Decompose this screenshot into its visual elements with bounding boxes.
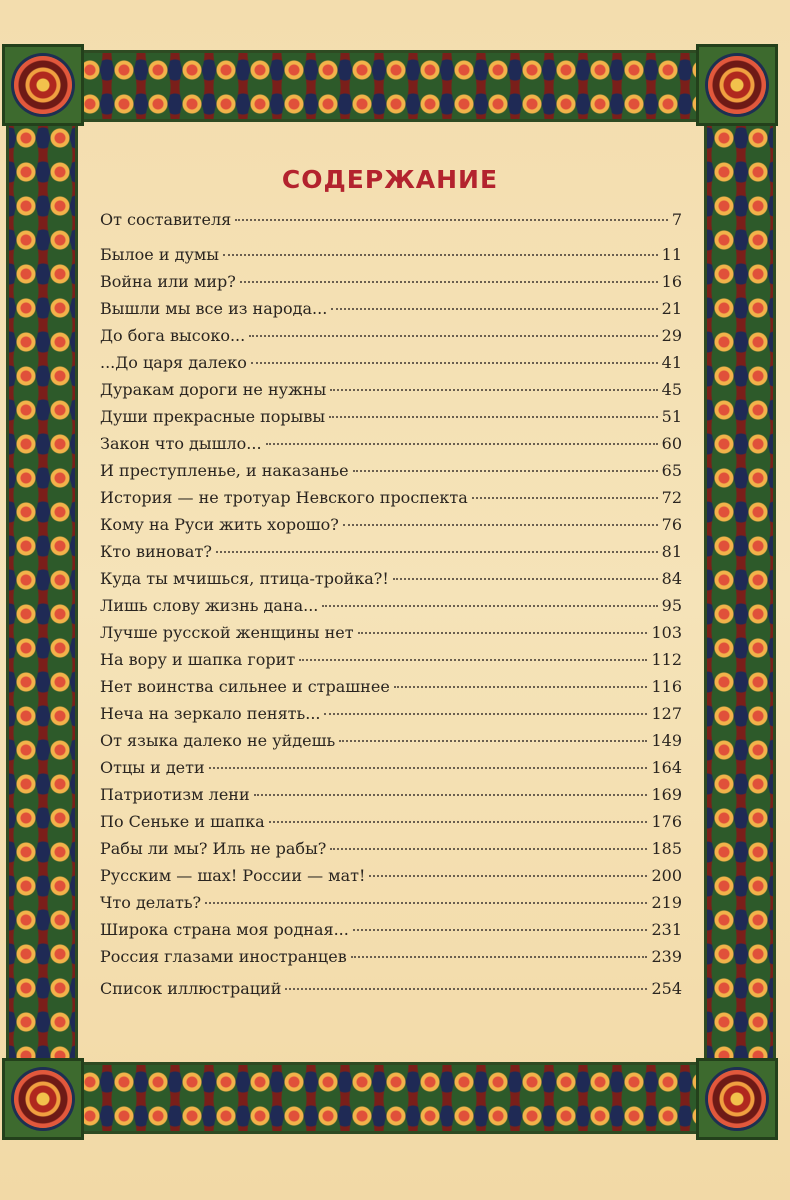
toc-entry[interactable]: [100, 947, 682, 974]
toc-entry-page-number: 60: [661, 434, 682, 453]
toc-entry-title: Россия глазами иностранцев: [100, 947, 347, 966]
corner-rosette-icon: [696, 1058, 778, 1140]
toc-entry-page-number: 16: [661, 272, 682, 291]
ornamental-border-left: [6, 118, 78, 1066]
toc-entry[interactable]: [100, 461, 682, 488]
dot-leader: [353, 929, 648, 931]
toc-entry-title: История — не тротуар Невского проспекта: [100, 488, 468, 507]
toc-entry-page-number: 254: [651, 979, 682, 998]
toc-entry[interactable]: [100, 893, 682, 920]
toc-entry-page-number: 72: [661, 488, 682, 507]
toc-entry-title: Рабы ли мы? Иль не рабы?: [100, 839, 327, 858]
toc-entry-title: Закон что дышло...: [100, 434, 262, 453]
toc-entry[interactable]: [100, 839, 682, 866]
toc-entry-title: Нет воинства сильнее и страшнее: [100, 677, 390, 696]
dot-leader: [299, 659, 647, 661]
dot-leader: [269, 821, 648, 823]
toc-entry[interactable]: [100, 623, 682, 650]
toc-entry-page-number: 65: [661, 461, 682, 480]
toc-entry-page-number: 11: [661, 245, 682, 264]
toc-entry-page-number: 200: [651, 866, 682, 885]
toc-entry-page-number: 127: [651, 704, 682, 723]
toc-entry[interactable]: [100, 677, 682, 704]
toc-entry-title: Вышли мы все из народа...: [100, 299, 328, 318]
toc-entry[interactable]: [100, 542, 682, 569]
toc-entry-page-number: 239: [651, 947, 682, 966]
toc-entry-page-number: 149: [651, 731, 682, 750]
dot-leader: [329, 416, 658, 418]
dot-leader: [223, 254, 658, 256]
toc-entry[interactable]: [100, 569, 682, 596]
toc-entry[interactable]: [100, 380, 682, 407]
dot-leader: [343, 524, 658, 526]
toc-entry[interactable]: [100, 758, 682, 785]
corner-rosette-icon: [696, 44, 778, 126]
dot-leader: [254, 794, 648, 796]
toc-entry-page-number: 51: [661, 407, 682, 426]
toc-entry-title: Список иллюстраций: [100, 979, 282, 998]
toc-entry-title: Русским — шах! России — мат!: [100, 866, 366, 885]
dot-leader: [393, 578, 658, 580]
toc-entry-page-number: 176: [651, 812, 682, 831]
toc-entry[interactable]: [100, 488, 682, 515]
toc-entry-title: Души прекрасные порывы: [100, 407, 326, 426]
toc-entry-page-number: 45: [661, 380, 682, 399]
toc-entry-title: Дуракам дороги не нужны: [100, 380, 327, 399]
dot-leader: [331, 308, 657, 310]
toc-entry-page-number: 21: [661, 299, 682, 318]
toc-entry-page-number: 231: [651, 920, 682, 939]
toc-entry[interactable]: [100, 299, 682, 326]
dot-leader: [472, 497, 658, 499]
ornamental-border-top: [70, 50, 720, 122]
dot-leader: [249, 335, 657, 337]
toc-entry[interactable]: [100, 515, 682, 542]
toc-entry[interactable]: [100, 210, 682, 237]
toc-entry-title: Лучше русской женщины нет: [100, 623, 354, 642]
dot-leader: [330, 389, 657, 391]
toc-entry-title: Куда ты мчишься, птица-тройка?!: [100, 569, 389, 588]
toc-entry-title: Патриотизм лени: [100, 785, 250, 804]
toc-entry-page-number: 185: [651, 839, 682, 858]
toc-entry[interactable]: [100, 650, 682, 677]
toc-entry[interactable]: [100, 245, 682, 272]
page-title: СОДЕРЖАНИЕ: [281, 164, 499, 194]
dot-leader: [353, 470, 658, 472]
toc-entry[interactable]: [100, 434, 682, 461]
toc-entry[interactable]: [100, 326, 682, 353]
toc-entry-title: Лишь слову жизнь дана...: [100, 596, 319, 615]
toc-entry[interactable]: [100, 731, 682, 758]
dot-leader: [266, 443, 658, 445]
dot-leader: [324, 713, 647, 715]
toc-entry-page-number: 164: [651, 758, 682, 777]
toc-entry-page-number: 116: [651, 677, 682, 696]
corner-rosette-icon: [2, 1058, 84, 1140]
toc-entry-title: И преступленье, и наказанье: [100, 461, 349, 480]
toc-entry[interactable]: [100, 272, 682, 299]
toc-entry[interactable]: [100, 812, 682, 839]
ornamental-border-bottom: [70, 1062, 720, 1134]
toc-entry[interactable]: [100, 979, 682, 1006]
dot-leader: [330, 848, 647, 850]
toc-entry-page-number: 95: [661, 596, 682, 615]
toc-entry-title: Отцы и дети: [100, 758, 205, 777]
toc-entry[interactable]: [100, 920, 682, 947]
toc-entry[interactable]: [100, 353, 682, 380]
dot-leader: [369, 875, 647, 877]
toc-entry-page-number: 103: [651, 623, 682, 642]
toc-entry-page-number: 76: [661, 515, 682, 534]
dot-leader: [216, 551, 658, 553]
toc-entry-title: Война или мир?: [100, 272, 236, 291]
toc-entry[interactable]: [100, 407, 682, 434]
dot-leader: [358, 632, 648, 634]
dot-leader: [322, 605, 657, 607]
toc-entry[interactable]: [100, 704, 682, 731]
dot-leader: [205, 902, 647, 904]
dot-leader: [285, 988, 647, 990]
toc-entry-title: Что делать?: [100, 893, 202, 912]
toc-entry[interactable]: [100, 866, 682, 893]
toc-entry-page-number: 112: [651, 650, 682, 669]
toc-entry-page-number: 41: [661, 353, 682, 372]
toc-entry-page-number: 7: [671, 210, 682, 229]
dot-leader: [351, 956, 648, 958]
toc-entry-title: На вору и шапка горит: [100, 650, 296, 669]
toc-entry-title: Кто виноват?: [100, 542, 212, 561]
toc-entry-title: Кому на Руси жить хорошо?: [100, 515, 339, 534]
toc-entry-title: По Сеньке и шапка: [100, 812, 265, 831]
dot-leader: [251, 362, 658, 364]
dot-leader: [394, 686, 648, 688]
ornamental-border-right: [704, 118, 776, 1066]
toc-entry-page-number: 81: [661, 542, 682, 561]
toc-entry-title: До бога высоко...: [100, 326, 246, 345]
toc-entry-title: Неча на зеркало пенять...: [100, 704, 321, 723]
dot-leader: [339, 740, 647, 742]
corner-rosette-icon: [2, 44, 84, 126]
toc-entry-title: От составителя: [100, 210, 232, 229]
toc-entry-title: Былое и думы: [100, 245, 220, 264]
toc-entry-page-number: 169: [651, 785, 682, 804]
toc-entry-page-number: 84: [661, 569, 682, 588]
toc-entry-title: Широка страна моя родная...: [100, 920, 349, 939]
dot-leader: [240, 281, 658, 283]
toc-entry[interactable]: [100, 596, 682, 623]
toc-entry-page-number: 29: [661, 326, 682, 345]
dot-leader: [209, 767, 648, 769]
table-of-contents: [100, 210, 682, 1006]
toc-entry-title: ...До царя далеко: [100, 353, 247, 372]
toc-entry-page-number: 219: [651, 893, 682, 912]
toc-entry[interactable]: [100, 785, 682, 812]
toc-entry-title: От языка далеко не уйдешь: [100, 731, 336, 750]
dot-leader: [235, 219, 668, 221]
